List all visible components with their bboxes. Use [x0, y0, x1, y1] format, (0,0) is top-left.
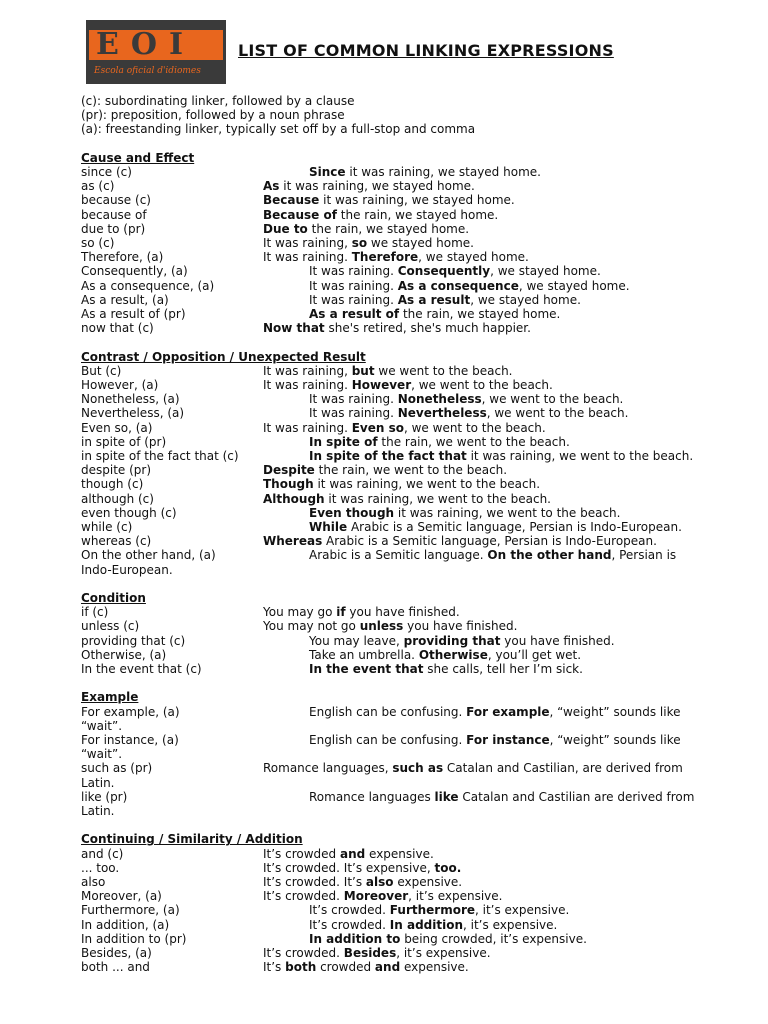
linker-highlight: While [309, 519, 348, 534]
linker-highlight: Because of [263, 207, 337, 222]
linker-highlight: Due to [263, 221, 308, 236]
linker-row [81, 861, 725, 875]
linker-term: As a result, (a) [81, 292, 169, 307]
linker-term: whereas (c) [81, 534, 152, 549]
linker-term: such as (pr) [81, 761, 153, 776]
example-continuation: Latin. [81, 803, 115, 818]
section-heading: Condition [81, 590, 146, 605]
linker-highlight: Despite [263, 463, 315, 478]
linker-term: though (c) [81, 477, 144, 492]
linker-row [81, 378, 725, 392]
linker-highlight: Because [263, 193, 320, 208]
linker-highlight: As a consequence [397, 278, 519, 293]
linker-row [81, 449, 725, 463]
linker-row [81, 264, 725, 278]
example-text: Romance languages [309, 789, 435, 804]
linker-row [81, 761, 725, 789]
example-sentence [81, 378, 725, 392]
example-text: It’s crowded. [309, 903, 390, 918]
example-text: , it’s expensive. [475, 903, 570, 918]
section [81, 690, 725, 818]
linker-highlight: As a result [397, 292, 471, 307]
section-heading: Continuing / Similarity / Addition [81, 832, 303, 847]
section [81, 832, 725, 974]
example-text: , it’s expensive. [408, 889, 503, 904]
linker-highlight: but [351, 363, 375, 378]
example-text: the rain, we stayed home. [336, 207, 499, 222]
linker-term: due to (pr) [81, 221, 146, 236]
linker-highlight: Moreover [343, 889, 409, 904]
example-text: It was raining, [263, 235, 352, 250]
example-sentence [81, 918, 725, 932]
example-sentence [81, 847, 725, 861]
linker-highlight: In addition to [309, 931, 401, 946]
example-text: Catalan and Castilian are derived from [458, 789, 695, 804]
linker-highlight: As [263, 179, 280, 194]
example-sentence [81, 165, 725, 179]
linker-term: and (c) [81, 846, 124, 861]
example-text: we stayed home. [367, 235, 474, 250]
example-text: you have finished. [500, 633, 615, 648]
linker-row [81, 520, 725, 534]
linker-highlight: Now that [263, 321, 325, 336]
linker-term: Therefore, (a) [81, 250, 164, 265]
linker-term: In the event that (c) [81, 661, 202, 676]
example-sentence [81, 364, 725, 378]
linker-term: now that (c) [81, 321, 154, 336]
linker-term: For example, (a) [81, 704, 180, 719]
example-sentence [81, 861, 725, 875]
linker-row [81, 903, 725, 917]
linker-highlight: if [336, 605, 346, 620]
example-sentence [81, 179, 725, 193]
linker-term: As a result of (pr) [81, 306, 186, 321]
linker-term: Moreover, (a) [81, 889, 162, 904]
linker-highlight: In addition [389, 917, 464, 932]
example-text: It was raining. [309, 406, 398, 421]
example-sentence [81, 236, 725, 250]
linker-row [81, 875, 725, 889]
linker-row [81, 548, 725, 576]
sections [81, 151, 725, 975]
linker-row [81, 889, 725, 903]
example-text: she calls, tell her I’m sick. [423, 661, 583, 676]
example-text: you have finished. [345, 605, 460, 620]
example-text: , “weight” sounds like [549, 732, 681, 747]
linker-term: while (c) [81, 519, 133, 534]
linker-highlight: and [339, 846, 366, 861]
example-text: , it’s expensive. [396, 945, 491, 960]
example-continuation: “wait”. [81, 718, 123, 733]
example-text: You may go [263, 605, 337, 620]
example-sentence [81, 960, 725, 974]
linker-highlight: On the other hand [487, 548, 612, 563]
linker-row [81, 506, 725, 520]
linker-row [81, 179, 725, 193]
linker-row [81, 790, 725, 818]
linker-term: Consequently, (a) [81, 264, 188, 279]
example-text: crowded [316, 960, 375, 975]
linker-highlight: Though [263, 477, 314, 492]
linker-row [81, 463, 725, 477]
example-text: , Persian is [611, 548, 677, 563]
linker-highlight: Therefore [351, 250, 419, 265]
example-text: , we stayed home. [490, 264, 601, 279]
example-text: the rain, we stayed home. [399, 306, 561, 321]
linker-row [81, 605, 725, 619]
document-body [81, 94, 725, 974]
linker-term: Nonetheless, (a) [81, 392, 180, 407]
example-text: the rain, we went to the beach. [377, 434, 570, 449]
example-sentence [81, 463, 725, 477]
example-text: It’s crowded. [263, 889, 344, 904]
section-heading: Example [81, 690, 139, 705]
linker-term: For instance, (a) [81, 732, 179, 747]
logo-mark: EOI [96, 27, 196, 62]
linker-highlight: Even so [351, 420, 404, 435]
example-text: it was raining, we went to the beach. [324, 491, 551, 506]
linker-term: in spite of (pr) [81, 434, 167, 449]
example-sentence [81, 520, 725, 534]
linker-highlight: For example [466, 704, 550, 719]
example-text: You may leave, [309, 633, 404, 648]
linker-row [81, 705, 725, 733]
linker-highlight: Consequently [397, 264, 491, 279]
section [81, 151, 725, 336]
example-sentence [81, 534, 725, 548]
example-text: expensive. [365, 846, 434, 861]
example-text: , we went to the beach. [403, 420, 546, 435]
section-heading: Contrast / Opposition / Unexpected Result [81, 349, 366, 364]
linker-term: even though (c) [81, 505, 177, 520]
example-sentence [81, 477, 725, 491]
example-text: it was raining, we went to the beach. [466, 448, 694, 463]
linker-term: But (c) [81, 363, 122, 378]
linker-highlight: like [434, 789, 459, 804]
linker-row [81, 932, 725, 946]
linker-highlight: Although [263, 491, 325, 506]
example-continuation: “wait”. [81, 747, 123, 762]
example-sentence [81, 506, 725, 520]
example-text: it was raining, we went to the beach. [313, 477, 541, 492]
section [81, 350, 725, 577]
example-text: It’s crowded. [263, 945, 344, 960]
linker-highlight: For instance [466, 732, 550, 747]
linker-highlight: In the event that [309, 661, 424, 676]
linker-term: On the other hand, (a) [81, 548, 216, 563]
example-text: Take an umbrella. [309, 647, 419, 662]
example-sentence [81, 435, 725, 449]
example-text: Romance languages, [263, 761, 393, 776]
linker-term: Otherwise, (a) [81, 647, 167, 662]
example-text: It was raining, [263, 363, 352, 378]
example-sentence [81, 250, 725, 264]
linker-term: As a consequence, (a) [81, 278, 215, 293]
linker-highlight: Even though [309, 505, 395, 520]
linker-row [81, 392, 725, 406]
example-sentence [81, 946, 725, 960]
linker-row [81, 847, 725, 861]
example-text: Catalan and Castilian, are derived from [443, 761, 683, 776]
example-sentence [81, 648, 725, 662]
example-sentence [81, 222, 725, 236]
linker-row [81, 477, 725, 491]
linker-highlight: Furthermore [389, 903, 475, 918]
linker-term: as (c) [81, 179, 115, 194]
linker-row [81, 960, 725, 974]
linker-term: In addition to (pr) [81, 931, 187, 946]
linker-row [81, 236, 725, 250]
linker-term: so (c) [81, 235, 115, 250]
linker-row [81, 279, 725, 293]
linker-term: providing that (c) [81, 633, 186, 648]
example-text: You may not go [263, 619, 360, 634]
example-sentence [81, 208, 725, 222]
linker-highlight: In spite of the fact that [309, 448, 467, 463]
example-text: , we went to the beach. [411, 377, 553, 392]
section-heading: Cause and Effect [81, 150, 195, 165]
example-text: it was raining, we went to the beach. [394, 505, 621, 520]
example-text: It was raining. [309, 278, 398, 293]
linker-row [81, 662, 725, 676]
linker-row [81, 733, 725, 761]
school-logo [86, 20, 226, 84]
example-text: the rain, we went to the beach. [314, 463, 508, 478]
example-text: she's retired, she's much happier. [324, 321, 531, 336]
linker-term: In addition, (a) [81, 917, 170, 932]
linker-row [81, 406, 725, 420]
linker-term: both ... and [81, 960, 150, 975]
linker-highlight: Otherwise [418, 647, 488, 662]
example-sentence [81, 321, 725, 335]
example-text: It was raining. [309, 292, 398, 307]
example-text: it was raining, we stayed home. [345, 164, 541, 179]
linker-term: because of [81, 207, 147, 222]
linker-row [81, 165, 725, 179]
linker-highlight: Besides [343, 945, 397, 960]
linker-term: Nevertheless, (a) [81, 406, 185, 421]
example-sentence [81, 421, 725, 435]
linker-term: despite (pr) [81, 463, 152, 478]
example-text: It was raining. [309, 264, 398, 279]
example-text: It’s crowded [263, 846, 340, 861]
example-sentence [81, 193, 725, 207]
linker-row [81, 918, 725, 932]
linker-highlight: Nevertheless [397, 406, 487, 421]
linker-term: in spite of the fact that (c) [81, 448, 239, 463]
linker-term: because (c) [81, 193, 151, 208]
linker-highlight: both [285, 960, 317, 975]
linker-row [81, 634, 725, 648]
example-text: expensive. [400, 960, 469, 975]
linker-highlight: Nonetheless [397, 392, 482, 407]
example-text: Arabic is a Semitic language, Persian is Indo-European. [322, 534, 657, 549]
linker-row [81, 619, 725, 633]
example-text: , we stayed home. [518, 278, 630, 293]
linker-row [81, 307, 725, 321]
linker-row [81, 193, 725, 207]
example-text: it was raining, we stayed home. [279, 179, 475, 194]
example-text: English can be confusing. [309, 704, 467, 719]
linker-row [81, 321, 725, 335]
linker-highlight: unless [359, 619, 404, 634]
linker-row [81, 534, 725, 548]
example-text: , we stayed home. [418, 250, 529, 265]
linker-term: if (c) [81, 605, 109, 620]
example-text: It was raining. [309, 392, 398, 407]
linker-row [81, 208, 725, 222]
linker-row [81, 648, 725, 662]
page-title: LIST OF COMMON LINKING EXPRESSIONS [238, 41, 614, 60]
example-sentence [81, 889, 725, 903]
linker-highlight: Since [309, 164, 346, 179]
linker-term: also [81, 874, 106, 889]
linker-highlight: providing that [403, 633, 501, 648]
example-sentence [81, 619, 725, 633]
linker-term: However, (a) [81, 377, 159, 392]
example-text: It’s crowded. It’s expensive, [263, 860, 435, 875]
example-text: expensive. [393, 874, 463, 889]
legend-line: (a): freestanding linker, typically set off by a full-stop and comma [81, 122, 476, 137]
example-text: being crowded, it’s expensive. [400, 931, 587, 946]
example-text: , we went to the beach. [481, 392, 624, 407]
example-text: , you’ll get wet. [487, 647, 582, 662]
linker-highlight: Whereas [263, 534, 323, 549]
example-sentence [81, 875, 725, 889]
linker-row [81, 364, 725, 378]
linker-highlight: and [374, 960, 401, 975]
linker-highlight: also [365, 874, 394, 889]
example-sentence [81, 605, 725, 619]
linker-highlight: As a result of [309, 306, 400, 321]
example-continuation: Latin. [81, 775, 115, 790]
example-text: It’s [263, 960, 286, 975]
linker-term: although (c) [81, 491, 154, 506]
linker-term: Furthermore, (a) [81, 903, 180, 918]
example-text: It was raining. [263, 420, 352, 435]
example-text: , we went to the beach. [486, 406, 629, 421]
linker-term: since (c) [81, 164, 132, 179]
linker-highlight: so [351, 235, 368, 250]
section [81, 591, 725, 676]
example-continuation: Indo-European. [81, 562, 173, 577]
linker-highlight: such as [392, 761, 444, 776]
example-text: it was raining, we stayed home. [319, 193, 515, 208]
logo-text: Escola oficial d'idiomes [94, 66, 201, 76]
linker-row [81, 250, 725, 264]
example-text: It’s crowded. [309, 917, 390, 932]
linker-term: Even so, (a) [81, 420, 153, 435]
example-text: the rain, we stayed home. [307, 221, 470, 236]
legend-line: (pr): preposition, followed by a noun phrase [81, 108, 345, 123]
example-text: English can be confusing. [309, 732, 467, 747]
linker-row [81, 492, 725, 506]
linker-row [81, 222, 725, 236]
linker-row [81, 293, 725, 307]
linker-highlight: However [351, 377, 412, 392]
example-text: It was raining. [263, 377, 352, 392]
example-sentence [81, 492, 725, 506]
linker-term: unless (c) [81, 619, 140, 634]
linker-highlight: too. [434, 860, 462, 875]
legend [81, 94, 725, 137]
linker-highlight: In spite of [309, 434, 378, 449]
example-text: It’s crowded. It’s [263, 874, 366, 889]
example-text: , we stayed home. [470, 292, 581, 307]
example-text: , it’s expensive. [463, 917, 558, 932]
linker-row [81, 435, 725, 449]
example-text: we went to the beach. [374, 363, 513, 378]
legend-line: (c): subordinating linker, followed by a clause [81, 94, 355, 108]
example-text: Arabic is a Semitic language. [309, 548, 488, 563]
linker-term: like (pr) [81, 789, 128, 804]
example-sentence [81, 761, 725, 775]
example-text: It was raining. [263, 250, 352, 265]
linker-term: ... too. [81, 860, 120, 875]
example-text: Arabic is a Semitic language, Persian is Indo-European. [347, 519, 682, 534]
example-sentence [81, 790, 725, 804]
example-sentence [81, 293, 725, 307]
linker-term: Besides, (a) [81, 945, 152, 960]
example-text: , “weight” sounds like [549, 704, 681, 719]
linker-row [81, 421, 725, 435]
linker-row [81, 946, 725, 960]
example-text: you have finished. [403, 619, 518, 634]
